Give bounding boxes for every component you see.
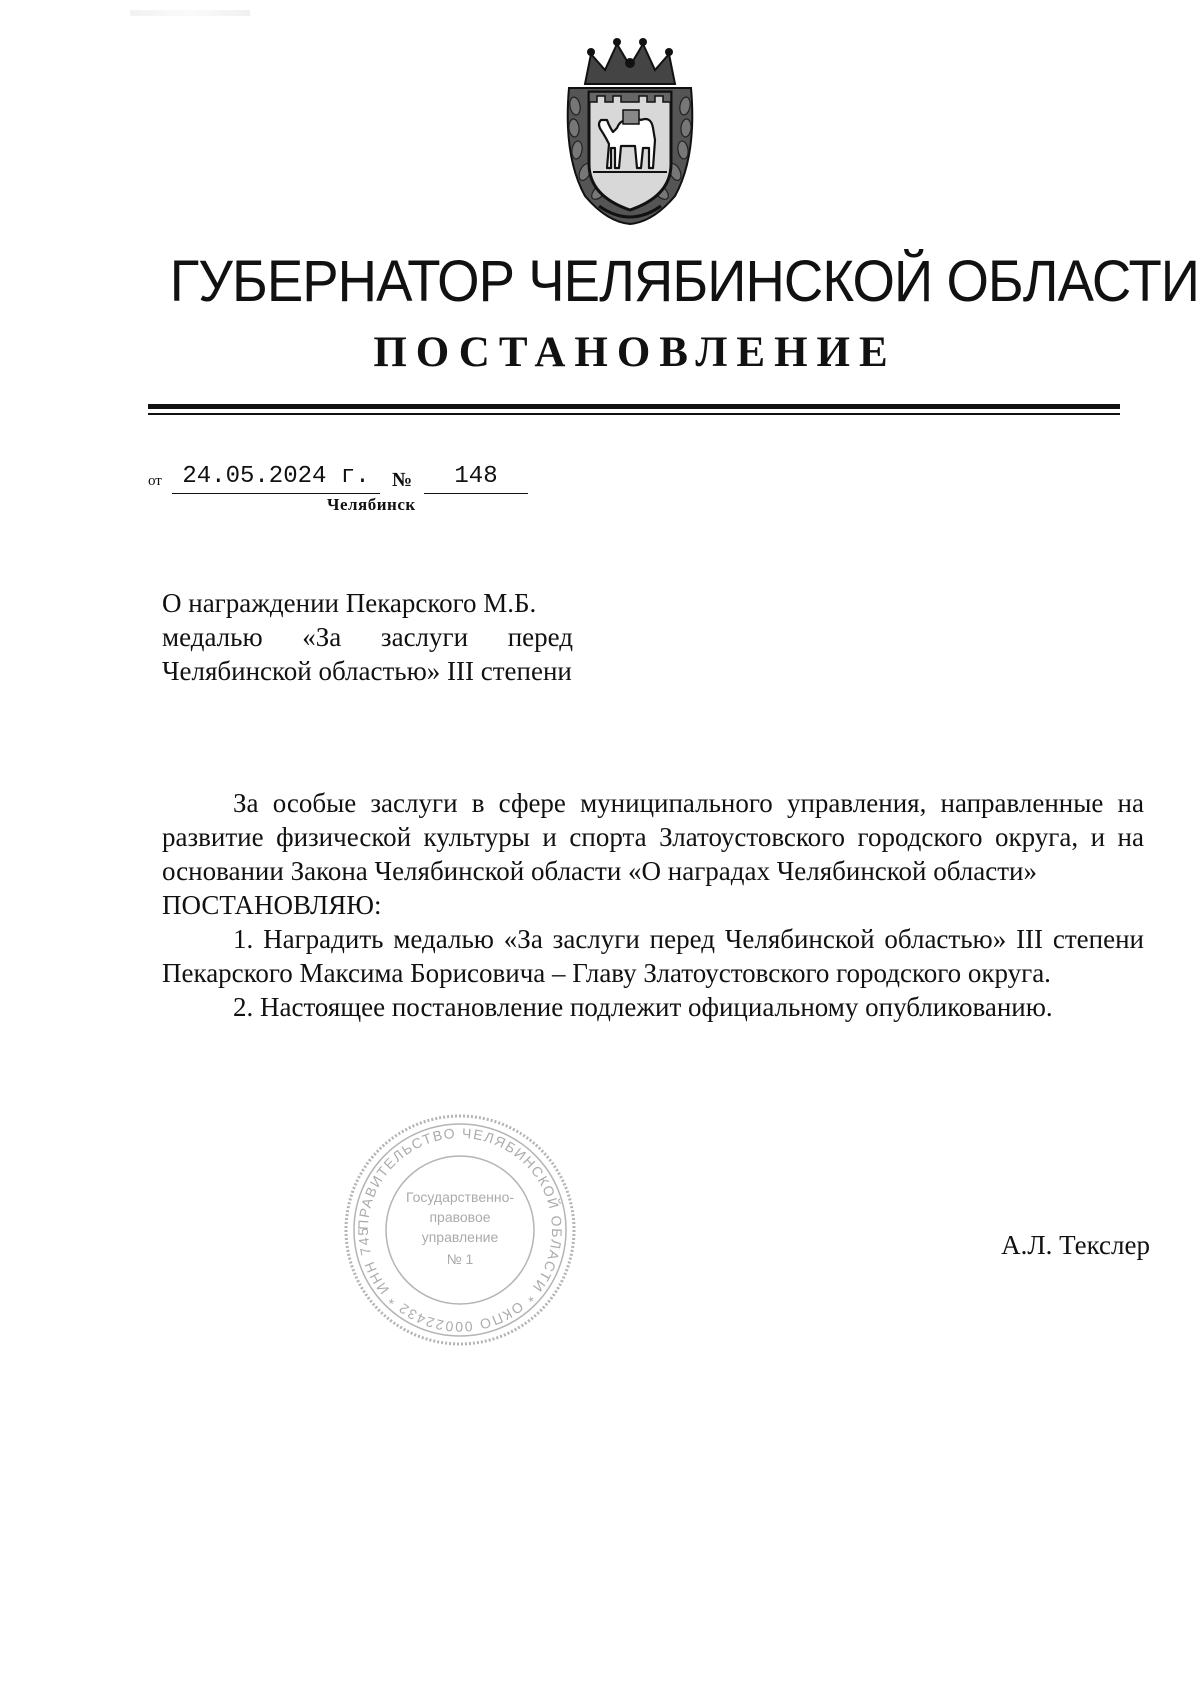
signatory-name: А.Л. Текслер [1001,1230,1150,1260]
subject-line: медалью «За заслуги перед [162,622,573,652]
issuing-authority: ГУБЕРНАТОР ЧЕЛЯБИНСКОЙ ОБЛАСТИ [169,249,1200,314]
issue-city: Челябинск [327,495,416,514]
document-body [162,786,1144,1024]
coat-of-arms-icon [555,36,705,226]
date-prefix: от [148,473,162,489]
seal-center-line: управление [421,1229,499,1245]
preamble-paragraph: За особые заслуги в сфере муниципального управления, направленные на развитие физической культуры и спорта Златоустовского городского округа, и на основании Закона Челябинской области «О наградах Челябинской области» [162,788,1144,886]
subject-line: Челябинской областью» III степени [162,656,572,686]
seal-ring-text: ПРАВИТЕЛЬСТВО ЧЕЛЯБИНСКОЙ ОБЛАСТИ * ОКПО 00022432 * ИНН 745 [354,1124,566,1336]
seal-center-line: № 1 [446,1251,474,1267]
document-date: 24.05.2024 г. [172,461,380,494]
official-seal-icon [340,1110,580,1350]
decree-word: ПОСТАНОВЛЯЮ: [162,890,382,920]
subject-line: О награждении Пекарского М.Б. [162,588,537,618]
registration-line [148,461,588,495]
decree-item-2: 2. Настоящее постановление подлежит официальному опубликованию. [233,992,1053,1022]
seal-center-line: правовое [429,1209,491,1225]
number-sign: № [392,469,413,491]
decree-item-1: 1. Наградить медалью «За заслуги перед Челябинской областью» III степени Пекарского Максима Борисовича – Главу Златоустовского городского округа. [162,924,1144,988]
document-subject [162,586,573,688]
header-divider-thick [148,404,1120,409]
scan-artifact [130,10,250,16]
document-type: ПОСТАНОВЛЕНИЕ [373,329,897,376]
header-divider-thin [148,413,1120,415]
seal-center-line: Государственно- [405,1189,515,1205]
document-number: 148 [424,461,528,494]
